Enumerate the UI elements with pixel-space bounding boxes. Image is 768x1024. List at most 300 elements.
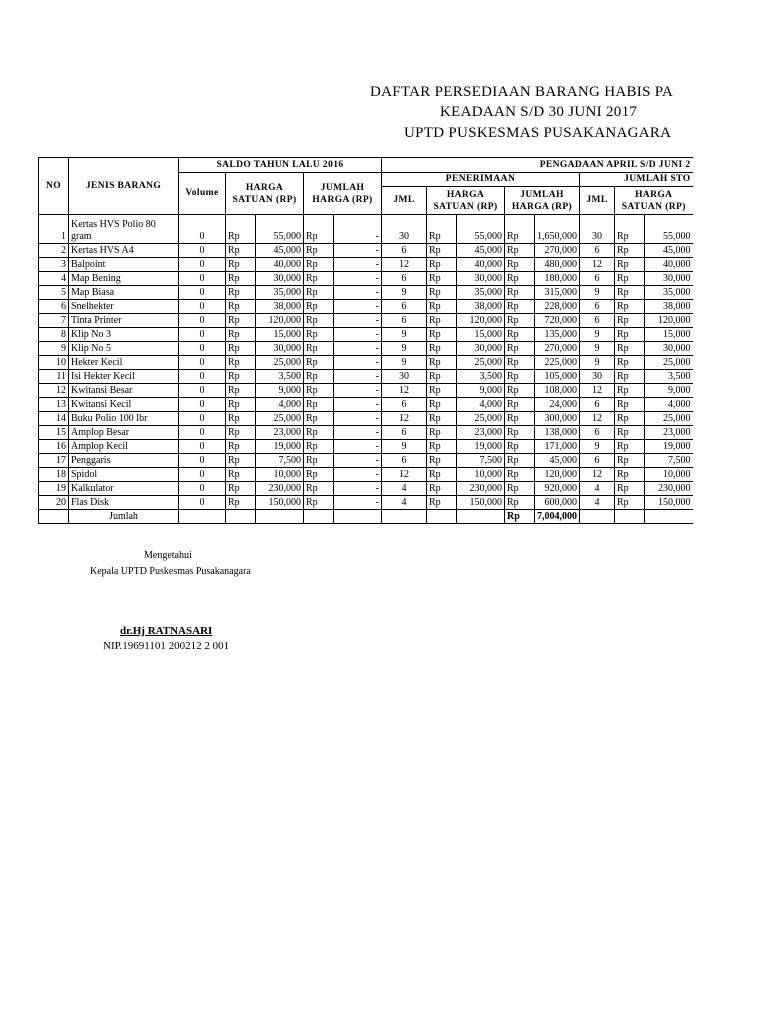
saldo-total-currency: Rp bbox=[304, 496, 334, 510]
header-harga-satuan-penerimaan: HARGA SATUAN (RP) bbox=[427, 187, 505, 215]
signer-name: dr.Hj RATNASARI bbox=[120, 625, 213, 637]
received-qty: 6 bbox=[382, 314, 427, 328]
received-total: 225,000 bbox=[535, 356, 580, 370]
saldo-volume: 0 bbox=[179, 215, 226, 244]
stock-qty: 9 bbox=[580, 356, 615, 370]
received-total-currency: Rp bbox=[505, 454, 535, 468]
saldo-total-currency: Rp bbox=[304, 314, 334, 328]
saldo-price-currency: Rp bbox=[226, 384, 256, 398]
stock-unit-price: 230,000 bbox=[645, 482, 693, 496]
item-name: Isi Hekter Kecil bbox=[69, 370, 179, 384]
item-number: 20 bbox=[39, 496, 69, 510]
item-number: 1 bbox=[39, 215, 69, 244]
received-qty: 12 bbox=[382, 412, 427, 426]
saldo-total-currency: Rp bbox=[304, 356, 334, 370]
stock-qty: 30 bbox=[580, 215, 615, 244]
received-qty: 6 bbox=[382, 300, 427, 314]
received-price-currency: Rp bbox=[427, 286, 457, 300]
saldo-unit-price: 55,000 bbox=[256, 215, 304, 244]
table-row bbox=[39, 482, 693, 496]
stock-unit-price: 30,000 bbox=[645, 272, 693, 286]
saldo-total: - bbox=[334, 328, 382, 342]
header-harga-satuan-stok: HARGA SATUAN (RP) bbox=[615, 187, 693, 215]
item-name: Klip No 3 bbox=[69, 328, 179, 342]
received-price-currency: Rp bbox=[427, 342, 457, 356]
received-unit-price: 3,500 bbox=[457, 370, 505, 384]
saldo-price-currency: Rp bbox=[226, 328, 256, 342]
saldo-volume: 0 bbox=[179, 244, 226, 258]
saldo-price-currency: Rp bbox=[226, 244, 256, 258]
saldo-unit-price: 120,000 bbox=[256, 314, 304, 328]
saldo-price-currency: Rp bbox=[226, 258, 256, 272]
saldo-price-currency: Rp bbox=[226, 300, 256, 314]
saldo-unit-price: 9,000 bbox=[256, 384, 304, 398]
table-row bbox=[39, 300, 693, 314]
received-unit-price: 9,000 bbox=[457, 384, 505, 398]
saldo-total: - bbox=[334, 342, 382, 356]
stock-qty: 9 bbox=[580, 286, 615, 300]
stock-price-currency: Rp bbox=[615, 300, 645, 314]
stock-qty: 6 bbox=[580, 272, 615, 286]
received-total-currency: Rp bbox=[505, 398, 535, 412]
header-no: NO bbox=[39, 158, 69, 215]
saldo-volume: 0 bbox=[179, 328, 226, 342]
saldo-unit-price: 3,500 bbox=[256, 370, 304, 384]
inventory-table bbox=[38, 157, 693, 524]
saldo-total-currency: Rp bbox=[304, 398, 334, 412]
saldo-unit-price: 38,000 bbox=[256, 300, 304, 314]
received-unit-price: 30,000 bbox=[457, 272, 505, 286]
table-row bbox=[39, 412, 693, 426]
saldo-total-currency: Rp bbox=[304, 272, 334, 286]
item-name: Kertas HVS A4 bbox=[69, 244, 179, 258]
received-price-currency: Rp bbox=[427, 370, 457, 384]
title-line-1: DAFTAR PERSEDIAAN BARANG HABIS PA bbox=[370, 84, 674, 100]
item-name: Kwitansi Besar bbox=[69, 384, 179, 398]
received-qty: 12 bbox=[382, 468, 427, 482]
saldo-total: - bbox=[334, 454, 382, 468]
saldo-volume: 0 bbox=[179, 300, 226, 314]
item-name: Kalkulator bbox=[69, 482, 179, 496]
table-row bbox=[39, 215, 693, 244]
stock-unit-price: 3,500 bbox=[645, 370, 693, 384]
received-price-currency: Rp bbox=[427, 412, 457, 426]
item-number: 6 bbox=[39, 300, 69, 314]
header-jumlah-harga-penerimaan: JUMLAH HARGA (RP) bbox=[505, 187, 580, 215]
saldo-volume: 0 bbox=[179, 258, 226, 272]
received-total: 120,000 bbox=[535, 468, 580, 482]
saldo-unit-price: 23,000 bbox=[256, 426, 304, 440]
stock-unit-price: 150,000 bbox=[645, 496, 693, 510]
stock-price-currency: Rp bbox=[615, 258, 645, 272]
saldo-total-currency: Rp bbox=[304, 454, 334, 468]
item-number: 15 bbox=[39, 426, 69, 440]
item-name: Balpoint bbox=[69, 258, 179, 272]
received-total-currency: Rp bbox=[505, 356, 535, 370]
received-total-currency: Rp bbox=[505, 412, 535, 426]
table-row bbox=[39, 342, 693, 356]
saldo-unit-price: 15,000 bbox=[256, 328, 304, 342]
stock-unit-price: 40,000 bbox=[645, 258, 693, 272]
item-name: Spidol bbox=[69, 468, 179, 482]
received-total: 720,000 bbox=[535, 314, 580, 328]
item-number: 7 bbox=[39, 314, 69, 328]
received-total-currency: Rp bbox=[505, 384, 535, 398]
saldo-total-currency: Rp bbox=[304, 328, 334, 342]
saldo-total-currency: Rp bbox=[304, 244, 334, 258]
received-price-currency: Rp bbox=[427, 454, 457, 468]
stock-qty: 4 bbox=[580, 496, 615, 510]
received-qty: 12 bbox=[382, 384, 427, 398]
saldo-volume: 0 bbox=[179, 440, 226, 454]
received-qty: 9 bbox=[382, 286, 427, 300]
header-jumlah-harga: JUMLAH HARGA (RP) bbox=[304, 173, 382, 215]
item-number: 10 bbox=[39, 356, 69, 370]
received-qty: 9 bbox=[382, 440, 427, 454]
received-price-currency: Rp bbox=[427, 496, 457, 510]
signer-nip: NIP.19691101 200212 2 001 bbox=[103, 640, 230, 652]
item-name: Flas Disk bbox=[69, 496, 179, 510]
saldo-total-currency: Rp bbox=[304, 286, 334, 300]
saldo-unit-price: 40,000 bbox=[256, 258, 304, 272]
saldo-total-currency: Rp bbox=[304, 300, 334, 314]
stock-price-currency: Rp bbox=[615, 426, 645, 440]
acknowledged-label: Mengetahui bbox=[144, 550, 192, 561]
received-total: 1,650,000 bbox=[535, 215, 580, 244]
received-total-currency: Rp bbox=[505, 244, 535, 258]
total-value: 7,004,000 bbox=[535, 510, 580, 524]
received-unit-price: 30,000 bbox=[457, 342, 505, 356]
saldo-total: - bbox=[334, 215, 382, 244]
stock-qty: 12 bbox=[580, 258, 615, 272]
stock-unit-price: 38,000 bbox=[645, 300, 693, 314]
item-name: Penggaris bbox=[69, 454, 179, 468]
table-row bbox=[39, 468, 693, 482]
table-row bbox=[39, 314, 693, 328]
received-total-currency: Rp bbox=[505, 272, 535, 286]
item-name: Kertas HVS Polio 80 gram bbox=[69, 215, 179, 244]
saldo-price-currency: Rp bbox=[226, 454, 256, 468]
received-total-currency: Rp bbox=[505, 370, 535, 384]
saldo-total: - bbox=[334, 356, 382, 370]
table-row bbox=[39, 384, 693, 398]
received-total: 315,000 bbox=[535, 286, 580, 300]
received-qty: 4 bbox=[382, 482, 427, 496]
saldo-price-currency: Rp bbox=[226, 426, 256, 440]
received-qty: 6 bbox=[382, 426, 427, 440]
stock-price-currency: Rp bbox=[615, 244, 645, 258]
received-qty: 30 bbox=[382, 370, 427, 384]
received-total-currency: Rp bbox=[505, 314, 535, 328]
saldo-total-currency: Rp bbox=[304, 468, 334, 482]
saldo-volume: 0 bbox=[179, 384, 226, 398]
stock-price-currency: Rp bbox=[615, 215, 645, 244]
saldo-total: - bbox=[334, 370, 382, 384]
saldo-total-currency: Rp bbox=[304, 412, 334, 426]
table-row bbox=[39, 258, 693, 272]
saldo-volume: 0 bbox=[179, 496, 226, 510]
received-unit-price: 25,000 bbox=[457, 356, 505, 370]
table-row bbox=[39, 496, 693, 510]
item-name: Klip No 5 bbox=[69, 342, 179, 356]
title-line-2: KEADAAN S/D 30 JUNI 2017 bbox=[440, 104, 638, 120]
item-name: Amplop Besar bbox=[69, 426, 179, 440]
received-unit-price: 35,000 bbox=[457, 286, 505, 300]
signer-role: Kepala UPTD Puskesmas Pusakanagara bbox=[90, 566, 251, 577]
received-price-currency: Rp bbox=[427, 384, 457, 398]
saldo-total: - bbox=[334, 300, 382, 314]
received-qty: 4 bbox=[382, 496, 427, 510]
saldo-unit-price: 4,000 bbox=[256, 398, 304, 412]
saldo-unit-price: 30,000 bbox=[256, 272, 304, 286]
saldo-unit-price: 19,000 bbox=[256, 440, 304, 454]
stock-unit-price: 10,000 bbox=[645, 468, 693, 482]
item-number: 16 bbox=[39, 440, 69, 454]
saldo-total: - bbox=[334, 440, 382, 454]
saldo-total-currency: Rp bbox=[304, 426, 334, 440]
received-total: 135,000 bbox=[535, 328, 580, 342]
received-total: 270,000 bbox=[535, 342, 580, 356]
received-qty: 12 bbox=[382, 258, 427, 272]
saldo-total-currency: Rp bbox=[304, 440, 334, 454]
received-qty: 9 bbox=[382, 328, 427, 342]
stock-unit-price: 9,000 bbox=[645, 384, 693, 398]
received-unit-price: 4,000 bbox=[457, 398, 505, 412]
stock-price-currency: Rp bbox=[615, 454, 645, 468]
saldo-unit-price: 150,000 bbox=[256, 496, 304, 510]
received-qty: 6 bbox=[382, 398, 427, 412]
saldo-price-currency: Rp bbox=[226, 314, 256, 328]
stock-qty: 9 bbox=[580, 440, 615, 454]
header-saldo: SALDO TAHUN LALU 2016 bbox=[179, 158, 382, 173]
saldo-unit-price: 7,500 bbox=[256, 454, 304, 468]
saldo-volume: 0 bbox=[179, 286, 226, 300]
table-row bbox=[39, 454, 693, 468]
saldo-total-currency: Rp bbox=[304, 384, 334, 398]
item-number: 2 bbox=[39, 244, 69, 258]
table-row bbox=[39, 244, 693, 258]
total-label: Jumlah bbox=[69, 510, 179, 524]
received-total: 105,000 bbox=[535, 370, 580, 384]
saldo-total: - bbox=[334, 314, 382, 328]
stock-price-currency: Rp bbox=[615, 496, 645, 510]
received-qty: 6 bbox=[382, 244, 427, 258]
received-unit-price: 25,000 bbox=[457, 412, 505, 426]
saldo-total: - bbox=[334, 496, 382, 510]
received-price-currency: Rp bbox=[427, 258, 457, 272]
table-row bbox=[39, 398, 693, 412]
stock-price-currency: Rp bbox=[615, 328, 645, 342]
stock-qty: 12 bbox=[580, 468, 615, 482]
received-total-currency: Rp bbox=[505, 468, 535, 482]
saldo-volume: 0 bbox=[179, 468, 226, 482]
received-unit-price: 15,000 bbox=[457, 328, 505, 342]
received-total: 45,000 bbox=[535, 454, 580, 468]
received-price-currency: Rp bbox=[427, 356, 457, 370]
item-number: 9 bbox=[39, 342, 69, 356]
received-qty: 9 bbox=[382, 342, 427, 356]
saldo-total: - bbox=[334, 468, 382, 482]
received-total-currency: Rp bbox=[505, 440, 535, 454]
stock-unit-price: 25,000 bbox=[645, 356, 693, 370]
received-total: 480,000 bbox=[535, 258, 580, 272]
saldo-price-currency: Rp bbox=[226, 215, 256, 244]
saldo-volume: 0 bbox=[179, 454, 226, 468]
header-volume: Volume bbox=[179, 173, 226, 215]
table-row bbox=[39, 440, 693, 454]
saldo-total-currency: Rp bbox=[304, 258, 334, 272]
item-number: 4 bbox=[39, 272, 69, 286]
received-price-currency: Rp bbox=[427, 398, 457, 412]
received-unit-price: 55,000 bbox=[457, 215, 505, 244]
saldo-unit-price: 45,000 bbox=[256, 244, 304, 258]
stock-unit-price: 4,000 bbox=[645, 398, 693, 412]
stock-price-currency: Rp bbox=[615, 384, 645, 398]
item-number: 11 bbox=[39, 370, 69, 384]
item-name: Tinta Printer bbox=[69, 314, 179, 328]
stock-unit-price: 45,000 bbox=[645, 244, 693, 258]
saldo-price-currency: Rp bbox=[226, 440, 256, 454]
stock-price-currency: Rp bbox=[615, 272, 645, 286]
saldo-unit-price: 10,000 bbox=[256, 468, 304, 482]
stock-qty: 6 bbox=[580, 314, 615, 328]
received-total-currency: Rp bbox=[505, 482, 535, 496]
item-number: 8 bbox=[39, 328, 69, 342]
received-total: 228,000 bbox=[535, 300, 580, 314]
saldo-volume: 0 bbox=[179, 272, 226, 286]
saldo-total: - bbox=[334, 384, 382, 398]
item-number: 18 bbox=[39, 468, 69, 482]
item-name: Amplop Kecil bbox=[69, 440, 179, 454]
saldo-volume: 0 bbox=[179, 398, 226, 412]
saldo-total: - bbox=[334, 482, 382, 496]
stock-price-currency: Rp bbox=[615, 398, 645, 412]
stock-price-currency: Rp bbox=[615, 342, 645, 356]
item-name: Map Biasa bbox=[69, 286, 179, 300]
item-number: 19 bbox=[39, 482, 69, 496]
stock-qty: 6 bbox=[580, 398, 615, 412]
item-number: 13 bbox=[39, 398, 69, 412]
stock-qty: 6 bbox=[580, 454, 615, 468]
stock-unit-price: 30,000 bbox=[645, 342, 693, 356]
saldo-price-currency: Rp bbox=[226, 272, 256, 286]
header-jenis-barang: JENIS BARANG bbox=[69, 158, 179, 215]
received-price-currency: Rp bbox=[427, 426, 457, 440]
saldo-price-currency: Rp bbox=[226, 356, 256, 370]
saldo-price-currency: Rp bbox=[226, 286, 256, 300]
stock-price-currency: Rp bbox=[615, 468, 645, 482]
received-qty: 6 bbox=[382, 454, 427, 468]
received-total: 270,000 bbox=[535, 244, 580, 258]
stock-price-currency: Rp bbox=[615, 314, 645, 328]
item-number: 12 bbox=[39, 384, 69, 398]
saldo-total: - bbox=[334, 258, 382, 272]
saldo-total: - bbox=[334, 272, 382, 286]
item-name: Map Bening bbox=[69, 272, 179, 286]
header-pengadaan: PENGADAAN APRIL S/D JUNI 2 bbox=[382, 158, 693, 173]
stock-qty: 12 bbox=[580, 384, 615, 398]
saldo-volume: 0 bbox=[179, 412, 226, 426]
title-line-3: UPTD PUSKESMAS PUSAKANAGARA bbox=[404, 125, 672, 141]
stock-qty: 9 bbox=[580, 342, 615, 356]
saldo-price-currency: Rp bbox=[226, 468, 256, 482]
saldo-price-currency: Rp bbox=[226, 398, 256, 412]
saldo-unit-price: 30,000 bbox=[256, 342, 304, 356]
received-total: 600,000 bbox=[535, 496, 580, 510]
received-unit-price: 40,000 bbox=[457, 258, 505, 272]
item-name: Kwitansi Kecil bbox=[69, 398, 179, 412]
received-unit-price: 45,000 bbox=[457, 244, 505, 258]
stock-unit-price: 15,000 bbox=[645, 328, 693, 342]
received-total: 24,000 bbox=[535, 398, 580, 412]
received-total: 920,000 bbox=[535, 482, 580, 496]
received-qty: 30 bbox=[382, 215, 427, 244]
received-price-currency: Rp bbox=[427, 215, 457, 244]
saldo-total: - bbox=[334, 398, 382, 412]
received-unit-price: 7,500 bbox=[457, 454, 505, 468]
received-total-currency: Rp bbox=[505, 300, 535, 314]
saldo-total-currency: Rp bbox=[304, 215, 334, 244]
received-unit-price: 150,000 bbox=[457, 496, 505, 510]
saldo-unit-price: 25,000 bbox=[256, 356, 304, 370]
saldo-volume: 0 bbox=[179, 482, 226, 496]
received-unit-price: 230,000 bbox=[457, 482, 505, 496]
received-total: 108,000 bbox=[535, 384, 580, 398]
saldo-volume: 0 bbox=[179, 426, 226, 440]
saldo-total-currency: Rp bbox=[304, 482, 334, 496]
stock-unit-price: 25,000 bbox=[645, 412, 693, 426]
item-number: 3 bbox=[39, 258, 69, 272]
received-total: 138,000 bbox=[535, 426, 580, 440]
received-total-currency: Rp bbox=[505, 258, 535, 272]
saldo-price-currency: Rp bbox=[226, 370, 256, 384]
saldo-total: - bbox=[334, 286, 382, 300]
header-penerimaan: PENERIMAAN bbox=[382, 173, 580, 187]
stock-qty: 4 bbox=[580, 482, 615, 496]
header-jumlah-stok: JUMLAH STO bbox=[580, 173, 693, 187]
stock-price-currency: Rp bbox=[615, 286, 645, 300]
saldo-total: - bbox=[334, 412, 382, 426]
stock-unit-price: 120,000 bbox=[645, 314, 693, 328]
saldo-total: - bbox=[334, 244, 382, 258]
item-number: 17 bbox=[39, 454, 69, 468]
stock-unit-price: 7,500 bbox=[645, 454, 693, 468]
stock-qty: 6 bbox=[580, 426, 615, 440]
saldo-unit-price: 25,000 bbox=[256, 412, 304, 426]
stock-price-currency: Rp bbox=[615, 370, 645, 384]
item-name: Buku Polio 100 lbr bbox=[69, 412, 179, 426]
stock-unit-price: 55,000 bbox=[645, 215, 693, 244]
saldo-volume: 0 bbox=[179, 356, 226, 370]
saldo-total: - bbox=[334, 426, 382, 440]
received-unit-price: 10,000 bbox=[457, 468, 505, 482]
received-price-currency: Rp bbox=[427, 468, 457, 482]
received-price-currency: Rp bbox=[427, 300, 457, 314]
saldo-price-currency: Rp bbox=[226, 482, 256, 496]
saldo-price-currency: Rp bbox=[226, 496, 256, 510]
stock-price-currency: Rp bbox=[615, 412, 645, 426]
stock-price-currency: Rp bbox=[615, 482, 645, 496]
received-total-currency: Rp bbox=[505, 215, 535, 244]
received-total: 171,000 bbox=[535, 440, 580, 454]
received-price-currency: Rp bbox=[427, 244, 457, 258]
saldo-volume: 0 bbox=[179, 314, 226, 328]
saldo-unit-price: 35,000 bbox=[256, 286, 304, 300]
received-total-currency: Rp bbox=[505, 328, 535, 342]
received-total-currency: Rp bbox=[505, 342, 535, 356]
stock-qty: 6 bbox=[580, 244, 615, 258]
item-name: Snelhekter bbox=[69, 300, 179, 314]
